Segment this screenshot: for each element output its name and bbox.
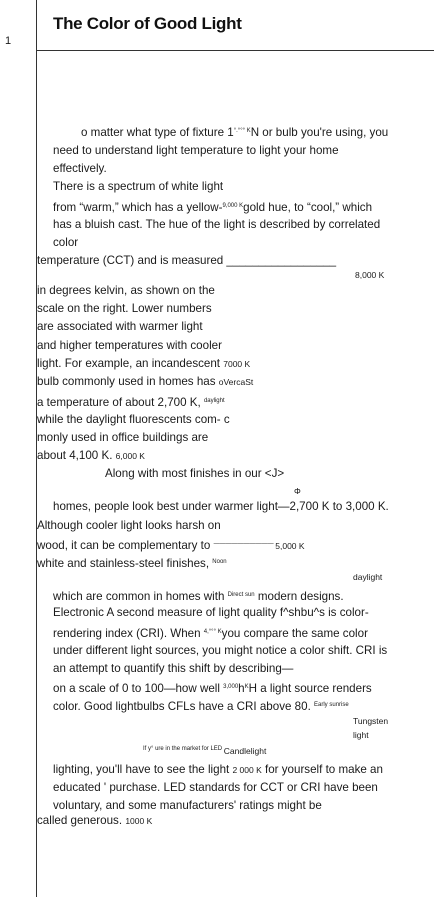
text-line [53, 143, 339, 159]
text-line [37, 813, 152, 829]
scale-label: daylight [203, 398, 225, 404]
text-segment: are associated with warmer light [37, 320, 203, 333]
text-line [53, 643, 387, 659]
text-line [53, 780, 378, 796]
text-line [37, 338, 222, 354]
text-segment: Along with most finishes in our <J> [105, 467, 285, 480]
text-line [53, 605, 369, 621]
scale-label: —————————— [213, 541, 276, 547]
text-segment: light. For example, an incandescent [37, 357, 224, 370]
text-segment: temperature (CCT) and is measured _________________ [37, 254, 337, 267]
text-segment: need to understand light temperature to light your home [53, 144, 339, 157]
text-segment: There is a spectrum of white light [53, 180, 224, 193]
scale-label: daylight [353, 572, 383, 582]
scale-label: K [239, 203, 244, 209]
text-segment: scale on the right. Lower numbers [37, 302, 212, 315]
scale-label: oVercaSt [218, 377, 254, 387]
scale-label: °.°°° [233, 128, 247, 134]
text-segment: Electronic A second measure of light quality f^shbu^s is color- [53, 606, 369, 619]
text-segment: and higher temperatures with cooler [37, 339, 222, 352]
scale-label: ° [151, 746, 154, 752]
text-line [53, 499, 389, 515]
text-line [37, 448, 145, 464]
text-line [37, 283, 215, 299]
scale-label: 7000 K [223, 359, 251, 369]
scale-label: 2 000 K [232, 765, 262, 775]
text-line [81, 123, 388, 141]
text-line [37, 393, 225, 411]
text-segment: voluntary, and some manufacturers' ratings might be [53, 799, 322, 812]
text-segment: effectively. [53, 162, 107, 175]
text-segment: has a bluish cast. The hue of the light is described by correlated [53, 218, 381, 231]
text-line [53, 179, 223, 195]
text-line [37, 536, 305, 554]
text-segment: for yourself to make an [261, 763, 383, 776]
text-line [105, 466, 284, 482]
text-segment: educated ' purchase. LED standards for CCT or CRI have been [53, 781, 378, 794]
scale-label: Tungsten [353, 716, 389, 726]
scale-label: K [244, 684, 249, 690]
text-line [37, 356, 250, 372]
text-segment: monly used in office buildings are [37, 431, 209, 444]
text-segment: Although cooler light looks harsh on [37, 519, 221, 532]
text-segment: gold hue, to “cool,” which [243, 201, 373, 214]
scale-label: light [353, 730, 369, 740]
scale-label: 5,000 K [275, 541, 305, 551]
text-line [353, 569, 382, 585]
text-line [37, 253, 336, 269]
scale-label: 4,°°° K [203, 629, 222, 635]
scale-label: Direct sun [227, 592, 255, 598]
text-segment: h [238, 682, 245, 695]
text-line [53, 217, 380, 233]
text-segment: H a light source renders [248, 682, 372, 695]
text-line [53, 697, 349, 715]
text-line [37, 554, 227, 572]
scale-label: Candlelight [223, 746, 267, 756]
text-segment: on a scale of 0 to 100—how well [53, 682, 224, 695]
scale-label: Noon [212, 559, 227, 565]
text-segment: a temperature of about 2,700 K, [37, 396, 204, 409]
text-segment: bulb commonly used in homes has [37, 375, 219, 388]
text-segment: called generous. [37, 814, 126, 827]
scale-label: Φ [294, 486, 301, 496]
text-line [353, 727, 369, 743]
text-segment: white and stainless-steel finishes, [37, 557, 213, 570]
text-line [53, 624, 368, 642]
text-segment: homes, people look best under warmer light—2,700 K to 3,000 K. [53, 500, 389, 513]
scale-label: 6,000 K [115, 451, 145, 461]
text-line [53, 679, 372, 697]
text-segment: while the daylight fluorescents com- c [37, 413, 230, 426]
page-number: 1 [5, 35, 12, 47]
scale-label: 1000 K [125, 816, 153, 826]
text-line [53, 198, 372, 216]
text-segment: color. Good lightbulbs CFLs have a CRI above 80. [53, 700, 315, 713]
text-segment: lighting, you'll have to see the light [53, 763, 233, 776]
text-line [355, 267, 384, 283]
text-segment: in degrees kelvin, as shown on the [37, 284, 215, 297]
text-segment: wood, it can be complementary to [37, 539, 214, 552]
text-line [37, 374, 253, 390]
text-line [53, 762, 383, 778]
article-title: The Color of Good Light [53, 14, 242, 33]
scale-label: Early sunrise [314, 702, 349, 708]
scale-label: 9,000 [222, 203, 240, 209]
scale-label: ure in the market for LED [153, 746, 224, 752]
text-segment: modern designs. [254, 590, 344, 603]
scale-label: 3,000 [223, 684, 239, 690]
scale-label: 8,000 K [355, 270, 385, 280]
text-line [53, 235, 78, 251]
text-segment: from “warm,” which has a yellow- [53, 201, 223, 214]
text-line [53, 798, 322, 814]
text-line [37, 301, 212, 317]
text-line [37, 412, 230, 428]
title-underline-rule [36, 50, 434, 51]
text-segment: under different light sources, you might notice a color shift. CRI is [53, 644, 388, 657]
scale-label: K [246, 128, 251, 134]
text-segment: o matter what type of fixture 1 [81, 126, 234, 139]
text-segment: color [53, 236, 79, 249]
text-line [37, 319, 203, 335]
text-segment: rendering index (CRI). When [53, 627, 204, 640]
text-line [143, 741, 266, 759]
text-line [53, 161, 107, 177]
scale-label: If y [143, 746, 152, 752]
text-line [53, 661, 293, 677]
text-segment: you compare the same color [221, 627, 368, 640]
text-line [37, 430, 208, 446]
text-line [294, 483, 301, 499]
text-segment: which are common in homes with [53, 590, 228, 603]
text-segment: N or bulb you're using, you [250, 126, 389, 139]
text-line [53, 587, 344, 605]
text-segment: an attempt to quantify this shift by describing— [53, 662, 294, 675]
text-segment: about 4,100 K. [37, 449, 116, 462]
text-line [37, 518, 221, 534]
